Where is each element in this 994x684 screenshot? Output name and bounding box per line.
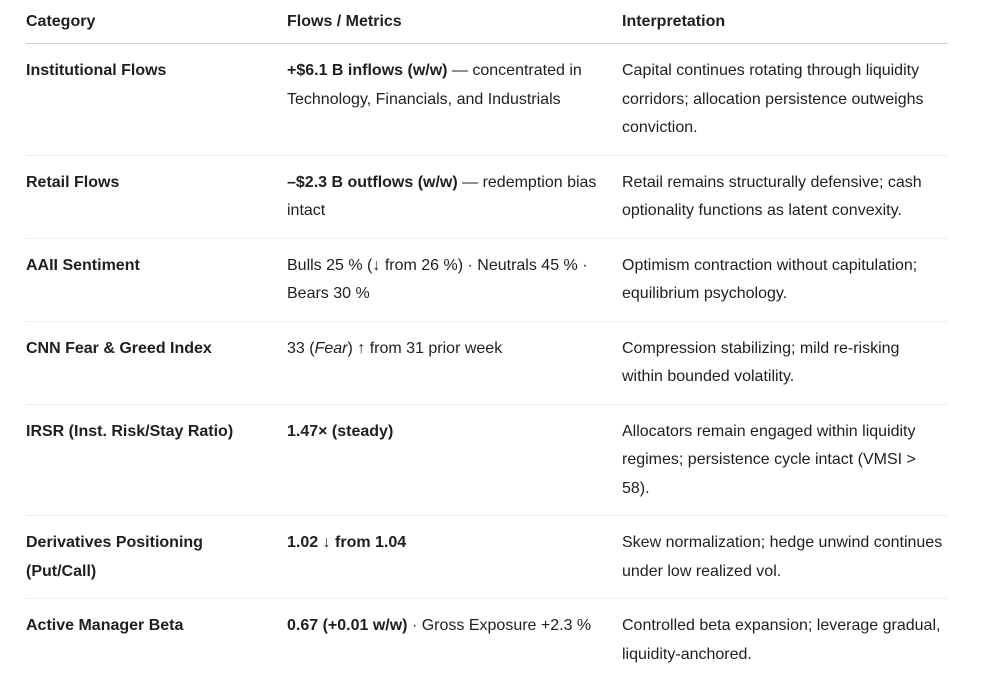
metric-value: 1.47× (steady)	[287, 422, 394, 440]
metric-detail: · Gross Exposure +2.3 %	[407, 617, 592, 634]
category-cell: Institutional Flows	[26, 44, 287, 156]
interpretation-cell: Optimism contraction without capitulation; equilibrium psychology.	[622, 238, 948, 321]
table-row	[26, 404, 948, 516]
table-header	[26, 0, 948, 44]
interpretation-cell: Controlled beta expansion; leverage gradual, liquidity-anchored.	[622, 617, 941, 663]
table-row	[26, 238, 948, 321]
metric-value: 1.02 ↓ from 1.04	[287, 534, 407, 551]
interpretation-cell: Retail remains structurally defensive; cash optionality functions as latent convexity.	[622, 155, 948, 238]
metric-value: 0.67 (+0.01 w/w)	[287, 617, 408, 634]
interpretation-cell: Compression stabilizing; mild re-risking within bounded volatility.	[622, 321, 948, 404]
metric-value: –$2.3 B outflows (w/w)	[287, 173, 458, 191]
metric-detail: — redemption bias intact	[287, 173, 597, 219]
metric-cell	[287, 44, 622, 156]
category-cell: IRSR (Inst. Risk/Stay Ratio)	[26, 404, 287, 516]
metric-cell	[287, 516, 622, 599]
interpretation-cell: Skew normalization; hedge unwind continues under low realized vol.	[622, 516, 948, 599]
category-cell: AAII Sentiment	[26, 238, 287, 321]
metric-detail: Bulls 25 % (↓ from 26 %) · Neutrals 45 % · Bears 30 %	[287, 256, 588, 302]
metric-value: 33 (	[287, 339, 315, 357]
category-cell: CNN Fear & Greed Index	[26, 321, 287, 404]
table-row	[26, 44, 948, 156]
metric-cell	[287, 599, 622, 682]
metric-detail: — concentrated in Technology, Financials, and Industrials	[287, 62, 582, 108]
category-cell: Active Manager Beta	[26, 617, 184, 634]
table-row	[26, 155, 948, 238]
metric-cell	[287, 404, 622, 516]
header-flows-metrics: Flows / Metrics	[287, 0, 622, 44]
interpretation-cell: Allocators remain engaged within liquidity regimes; persistence cycle intact (VMSI > 58).	[622, 404, 948, 516]
sentiment-flows-table-container	[26, 0, 948, 681]
category-cell: Derivatives Positioning (Put/Call)	[26, 516, 287, 599]
sentiment-flows-table	[26, 0, 948, 681]
metric-label-fear: Fear	[314, 339, 348, 357]
metric-value: +$6.1 B inflows (w/w)	[287, 62, 448, 79]
category-cell: Retail Flows	[26, 155, 287, 238]
table-body	[26, 44, 948, 682]
metric-cell	[287, 321, 622, 404]
interpretation-cell: Capital continues rotating through liquidity corridors; allocation persistence outweighs conviction.	[622, 44, 948, 156]
table-row	[26, 321, 948, 404]
metric-detail: ) ↑ from 31 prior week	[347, 339, 503, 357]
table-row	[26, 599, 948, 682]
metric-cell	[287, 238, 622, 321]
header-interpretation: Interpretation	[622, 0, 948, 44]
header-category: Category	[26, 0, 287, 44]
table-row	[26, 516, 948, 599]
metric-cell	[287, 155, 622, 238]
header-row	[26, 0, 948, 44]
